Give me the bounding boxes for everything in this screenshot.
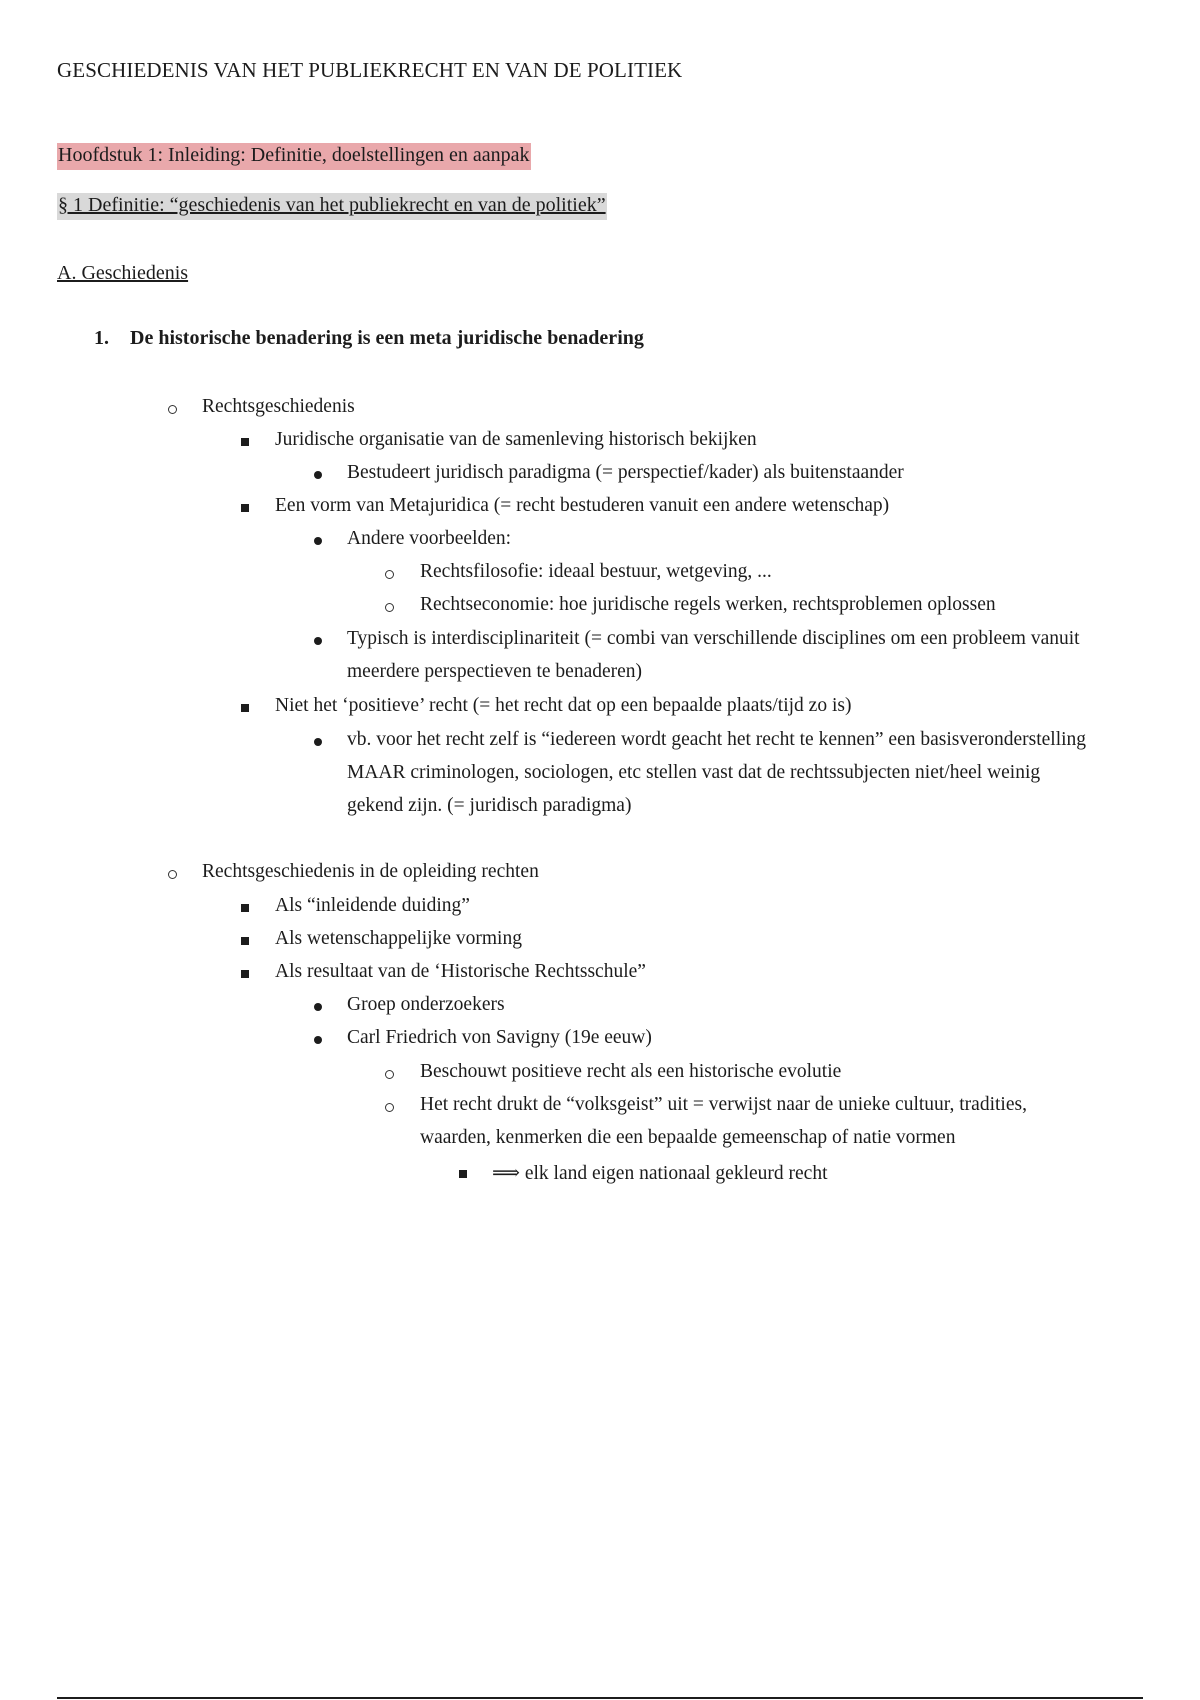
document-title: GESCHIEDENIS VAN HET PUBLIEKRECHT EN VAN DE POLITIEK [57,58,683,82]
outline-item: Andere voorbeelden: [347,528,512,549]
point-title: De historische benadering is een meta juridische benadering [130,327,644,349]
hollow-circle-bullet-icon [168,870,177,879]
disc-bullet-icon [314,537,322,545]
outline-item: ⟹ elk land eigen nationaal gekleurd recht [492,1163,828,1184]
square-bullet-icon [459,1170,467,1178]
page-bottom-rule [57,1697,1143,1699]
disc-bullet-icon [314,471,322,479]
outline-item: Het recht drukt de “volksgeist” uit = verwijst naar de unieke cultuur, tradities, [420,1094,1027,1115]
outline-item: Rechtsgeschiedenis [202,396,355,417]
disc-bullet-icon [314,637,322,645]
outline-item: Groep onderzoekers [347,994,505,1015]
chapter-heading: Hoofdstuk 1: Inleiding: Definitie, doelstellingen en aanpak [57,143,531,170]
outline-item: Beschouwt positieve recht als een historische evolutie [420,1061,842,1082]
hollow-circle-bullet-icon [385,1103,394,1112]
outline-item: Rechtsfilosofie: ideaal bestuur, wetgeving, ... [420,561,772,582]
subsection-heading: A. Geschiedenis [57,262,189,284]
outline-item: Bestudeert juridisch paradigma (= perspectief/kader) als buitenstaander [347,462,904,483]
outline-item-continuation: waarden, kenmerken die een bepaalde gemeenschap of natie vormen [420,1127,956,1148]
outline-item: Typisch is interdisciplinariteit (= combi van verschillende disciplines om een probleem vanuit [347,628,1080,649]
outline-item: Als resultaat van de ‘Historische Rechtsschule” [275,961,646,982]
outline-item: Rechtsgeschiedenis in de opleiding rechten [202,861,539,882]
outline-item: Carl Friedrich von Savigny (19e eeuw) [347,1027,652,1048]
outline-item: vb. voor het recht zelf is “iedereen wordt geacht het recht te kennen” een basisveronderstelling [347,729,1087,750]
hollow-circle-bullet-icon [385,603,394,612]
outline-item: Rechtseconomie: hoe juridische regels werken, rechtsproblemen oplossen [420,594,996,615]
disc-bullet-icon [314,1036,322,1044]
section-heading: § 1 Definitie: “geschiedenis van het publiekrecht en van de politiek” [57,193,607,220]
square-bullet-icon [241,970,249,978]
outline-item-continuation: meerdere perspectieven te benaderen) [347,661,643,682]
square-bullet-icon [241,937,249,945]
outline-item: Niet het ‘positieve’ recht (= het recht dat op een bepaalde plaats/tijd zo is) [275,695,852,716]
outline-item: Een vorm van Metajuridica (= recht bestuderen vanuit een andere wetenschap) [275,495,890,516]
square-bullet-icon [241,704,249,712]
hollow-circle-bullet-icon [385,570,394,579]
square-bullet-icon [241,438,249,446]
outline-item-continuation: gekend zijn. (= juridisch paradigma) [347,795,632,816]
outline-item: Als wetenschappelijke vorming [275,928,522,949]
outline-item: Als “inleidende duiding” [275,895,470,916]
square-bullet-icon [241,904,249,912]
outline-item: Juridische organisatie van de samenleving historisch bekijken [275,429,757,450]
square-bullet-icon [241,504,249,512]
disc-bullet-icon [314,1003,322,1011]
disc-bullet-icon [314,738,322,746]
outline-item-continuation: MAAR criminologen, sociologen, etc stellen vast dat de rechtssubjecten niet/heel weinig [347,762,1041,783]
hollow-circle-bullet-icon [168,405,177,414]
point-number: 1. [94,327,109,349]
hollow-circle-bullet-icon [385,1070,394,1079]
